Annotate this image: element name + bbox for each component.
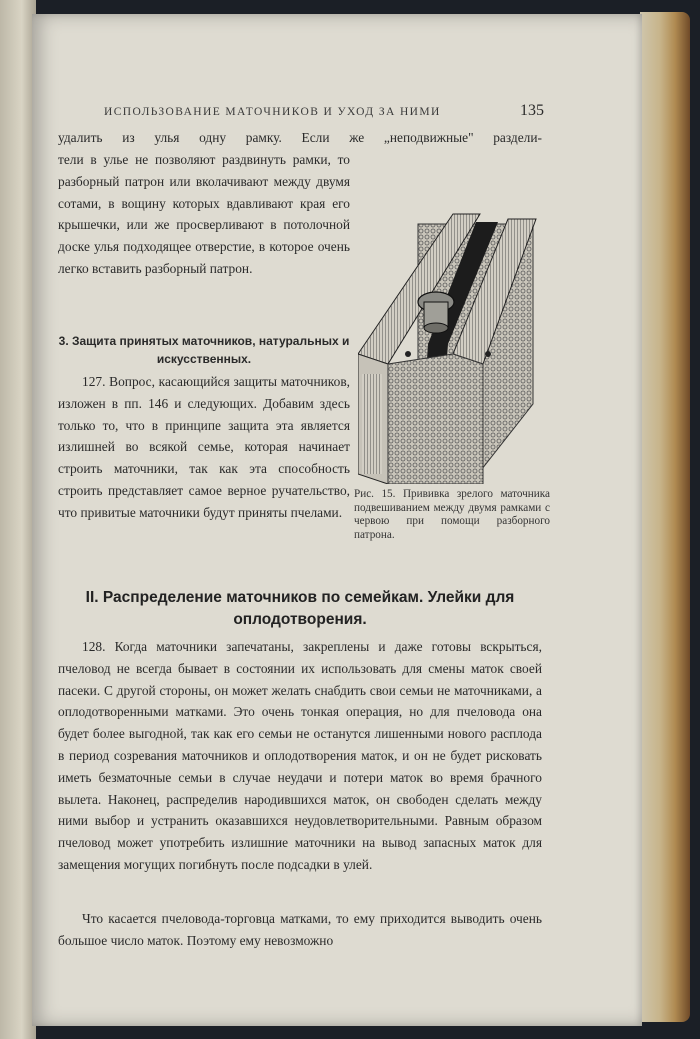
paragraph-128: 128. Когда маточники запечатаны, закреплены и даже готовы вскрыться, пчеловод не всегда бывает в состоянии их использовать для смены маток своей пасеки. С другой стороны, он может желать снабдить свои семьи не маточниками, а оплодотворенными матками. Это очень тонкая операция, но для пчеловода она будет более выгодной, так как его семьи не останутся лишенными нового расплода в период созревания маточников и оплодотворения маток, и он не будет рисковать иметь безматочные семьи в случае неудачи и потери маток во время брачного вылета. Наконец, распределив народившихся маток, он свободен сделать между ними выбор и устранить оказавшихся неудовлетворительными. Равным образом пчеловод может употребить излишние маточники на вывод запасных маток для замещения могущих погибнуть после подсадки в улей. (58, 639, 542, 872)
top-line-text: удалить из улья одну рамку. Если же „неподвижные" раздели- (58, 130, 542, 145)
subheading-protection: 3. Защита принятых маточников, натуральных и искусственных. (58, 334, 350, 366)
illustration-queen-cell-cartridge (358, 204, 548, 484)
page-number: 135 (520, 102, 544, 119)
running-head: ИСПОЛЬЗОВАНИЕ МАТОЧНИКОВ И УХОД ЗА НИМИ (104, 106, 441, 118)
previous-page-edge (0, 0, 36, 1039)
book-page (32, 14, 642, 1026)
figure-caption: Рис. 15. Прививка зрелого маточника подвешиванием между двумя рамками с червою при помощи разборного патрона. (354, 488, 550, 541)
paragraph-frames: тели в улье не позволяют раздвинуть рамки, то разборный патрон или вколачивают между двумя сотами, в вощину которых вдавливают края его крышечки, или же просверливают в потолочной доске улья подходящее отверстие, в которое очень легко вставить разборный патрон. (58, 152, 350, 276)
section-heading: II. Распределение маточников по семейкам. Улейки для оплодотворения. (85, 589, 515, 628)
paragraph-127: 127. Вопрос, касающийся защиты маточников, изложен в пп. 146 и следующих. Добавим здесь только то, что в принципе защита эта является излишней во всякой семье, которая начинает строить маточники, так как эта способность строить представляет самое верное ручательство, что привитые маточники будут приняты пчелами. (58, 374, 350, 520)
paragraph-last: Что касается пчеловода-торговца матками, то ему приходится выводить очень большое число маток. Поэтому ему невозможно (58, 911, 542, 948)
book-page-edges (640, 12, 690, 1022)
